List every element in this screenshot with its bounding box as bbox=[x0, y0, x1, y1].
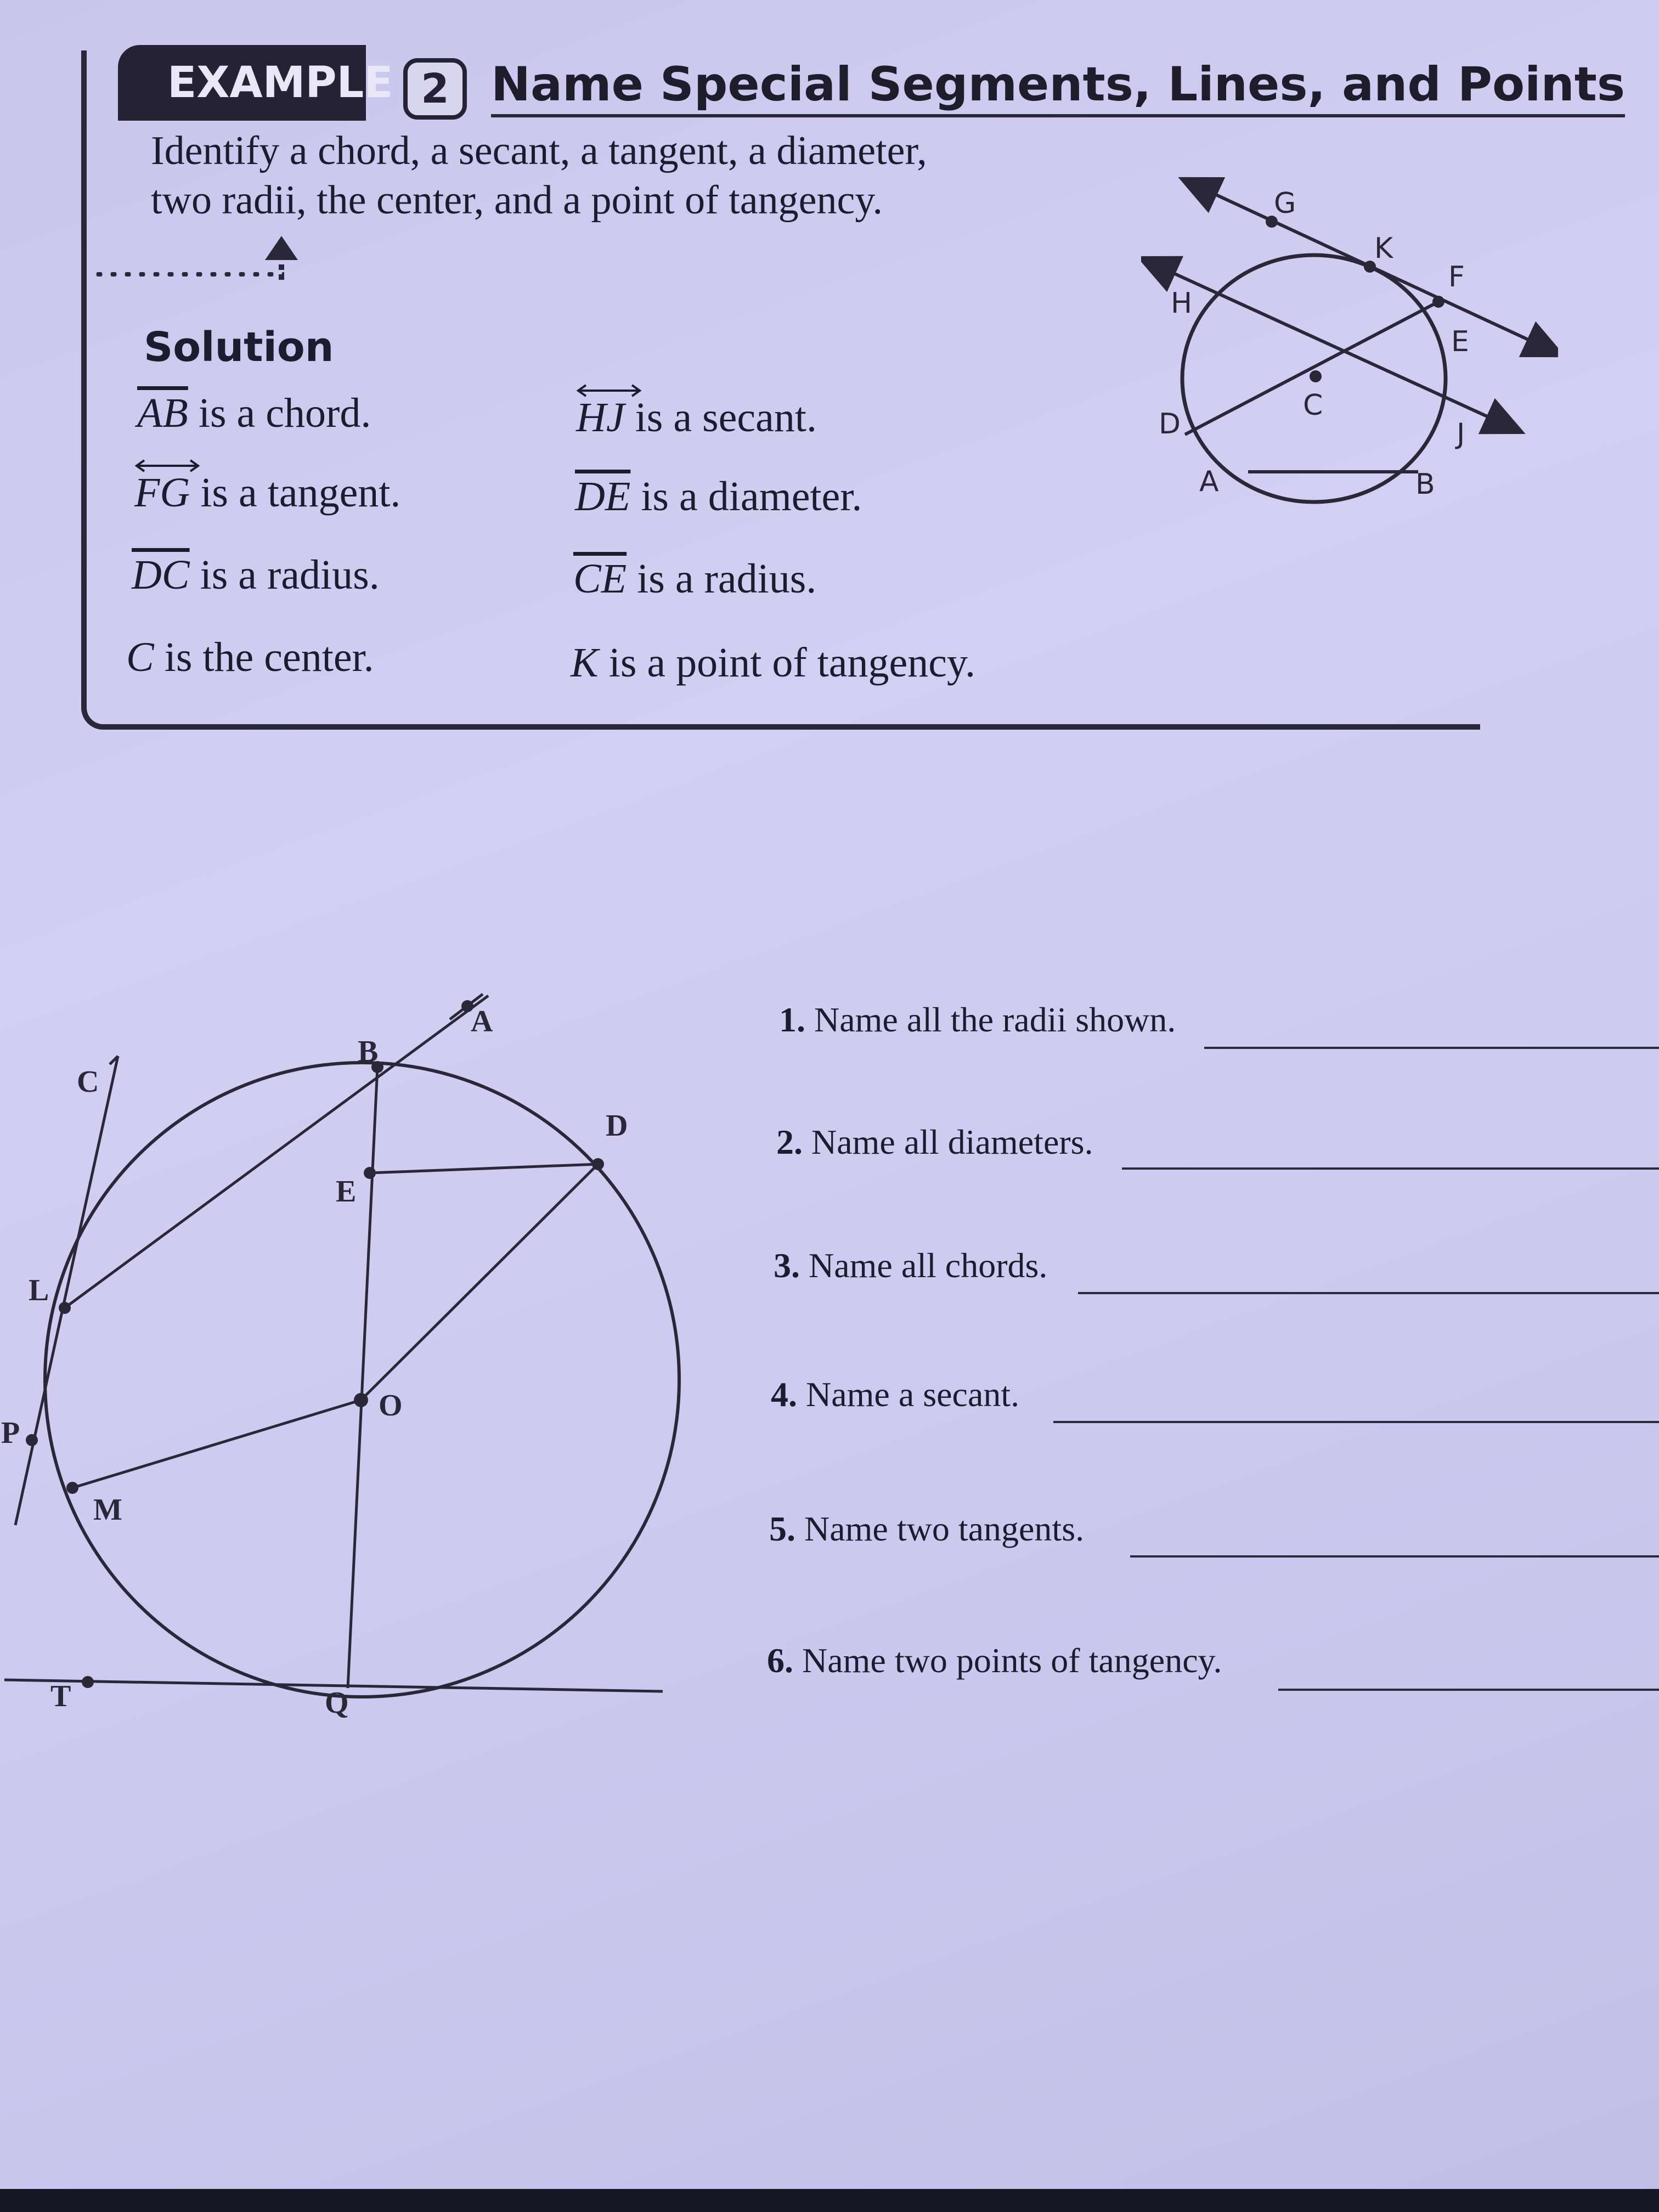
label-c: C bbox=[1303, 389, 1323, 422]
question-1 bbox=[779, 1000, 1176, 1040]
answer-line-3[interactable] bbox=[1078, 1292, 1659, 1294]
statement-center bbox=[126, 634, 374, 681]
question-number: 5. bbox=[769, 1509, 795, 1548]
point-c bbox=[1310, 370, 1322, 382]
statement-text: is a point of tangency. bbox=[598, 640, 976, 686]
statement-tangency bbox=[571, 639, 975, 687]
segment-symbol: $\overline{CE}$ bbox=[573, 556, 627, 602]
label-b: B bbox=[1415, 468, 1435, 501]
question-5 bbox=[769, 1509, 1084, 1549]
point-m bbox=[66, 1482, 78, 1494]
label-q: Q bbox=[325, 1686, 349, 1720]
label-g: G bbox=[1274, 187, 1296, 220]
line-symbol-text: FG bbox=[134, 470, 190, 516]
statement-tangent bbox=[134, 469, 400, 517]
question-6 bbox=[767, 1640, 1222, 1681]
point-d bbox=[592, 1158, 604, 1170]
prompt-line-1: Identify a chord, a secant, a tangent, a diameter, bbox=[151, 128, 927, 173]
label-k: K bbox=[1374, 232, 1393, 265]
statement-chord bbox=[137, 390, 371, 437]
label-a: A bbox=[1199, 465, 1219, 498]
label-m: M bbox=[93, 1493, 122, 1527]
label-b: B bbox=[358, 1035, 379, 1069]
question-number: 6. bbox=[767, 1641, 793, 1680]
point-l bbox=[59, 1302, 71, 1314]
point-o bbox=[354, 1393, 368, 1407]
example-number: 2 bbox=[403, 58, 467, 120]
label-e: E bbox=[336, 1175, 357, 1209]
diameter-bq bbox=[348, 1067, 377, 1688]
label-d: D bbox=[606, 1109, 628, 1143]
question-4 bbox=[771, 1374, 1019, 1415]
statement-text: is a radius. bbox=[627, 556, 817, 602]
question-number: 3. bbox=[774, 1246, 800, 1285]
label-d: D bbox=[1159, 408, 1181, 441]
line-arrow-icon bbox=[576, 384, 642, 397]
label-j: J bbox=[1457, 417, 1465, 450]
statement-text: is a chord. bbox=[188, 390, 371, 436]
statement-text: is the center. bbox=[154, 634, 374, 680]
question-number: 2. bbox=[776, 1122, 803, 1161]
solution-heading: Solution bbox=[144, 324, 334, 371]
statement-text: is a radius. bbox=[189, 552, 380, 598]
question-number: 1. bbox=[779, 1000, 805, 1039]
answer-line-5[interactable] bbox=[1130, 1555, 1659, 1558]
segment-symbol: $\overline{AB}$ bbox=[137, 390, 188, 436]
label-c: C bbox=[77, 1065, 99, 1099]
question-text: Name two tangents. bbox=[804, 1509, 1085, 1548]
label-l: L bbox=[29, 1273, 49, 1307]
statement-radius-ce bbox=[573, 555, 816, 603]
segment-ed bbox=[370, 1164, 598, 1173]
line-symbol bbox=[576, 394, 625, 442]
point-symbol: C bbox=[126, 634, 154, 680]
segment-od bbox=[361, 1164, 598, 1400]
line-arrow-icon bbox=[134, 459, 200, 472]
segment-om bbox=[72, 1400, 361, 1488]
question-text: Name two points of tangency. bbox=[802, 1641, 1222, 1680]
label-h: H bbox=[1171, 287, 1193, 320]
line-symbol-text: HJ bbox=[576, 394, 625, 441]
exercise-circle-figure bbox=[0, 977, 713, 1723]
example-tag: EXAMPLE bbox=[118, 45, 366, 121]
answer-line-4[interactable] bbox=[1053, 1421, 1659, 1423]
statement-text: is a tangent. bbox=[190, 470, 401, 516]
point-symbol: K bbox=[571, 640, 599, 686]
segment-symbol: $\overline{DC}$ bbox=[132, 552, 190, 598]
statement-secant bbox=[576, 394, 817, 442]
question-text: Name all diameters. bbox=[811, 1122, 1093, 1161]
point-e bbox=[364, 1167, 376, 1179]
up-arrow-icon bbox=[262, 236, 301, 285]
point-t bbox=[82, 1676, 94, 1688]
label-t: T bbox=[50, 1679, 71, 1713]
question-number: 4. bbox=[771, 1375, 797, 1414]
question-text: Name all the radii shown. bbox=[814, 1000, 1176, 1039]
statement-radius-dc bbox=[132, 551, 380, 599]
answer-line-2[interactable] bbox=[1122, 1167, 1659, 1170]
question-text: Name a secant. bbox=[806, 1375, 1020, 1414]
segment-symbol: $\overline{DE}$ bbox=[575, 473, 631, 520]
statement-text: is a secant. bbox=[624, 394, 817, 441]
label-e: E bbox=[1451, 325, 1469, 358]
example-circle-figure bbox=[1141, 165, 1558, 516]
label-o: O bbox=[379, 1389, 403, 1423]
example-title: Name Special Segments, Lines, and Points bbox=[491, 57, 1625, 117]
point-p bbox=[26, 1434, 38, 1446]
question-3 bbox=[774, 1245, 1047, 1286]
bottom-edge-shadow bbox=[0, 2189, 1659, 2212]
point-e bbox=[1432, 296, 1444, 308]
example-prompt bbox=[151, 126, 927, 225]
line-symbol bbox=[134, 469, 190, 517]
prompt-line-2: two radii, the center, and a point of tangency. bbox=[151, 178, 883, 223]
question-text: Name all chords. bbox=[809, 1246, 1048, 1285]
answer-line-1[interactable] bbox=[1204, 1047, 1659, 1049]
statement-text: is a diameter. bbox=[630, 473, 862, 520]
answer-line-6[interactable] bbox=[1278, 1689, 1659, 1691]
statement-diameter bbox=[575, 473, 862, 521]
label-f: F bbox=[1448, 261, 1465, 294]
secant-line-la bbox=[65, 996, 488, 1308]
label-p: P bbox=[1, 1416, 20, 1450]
label-a: A bbox=[471, 1005, 493, 1039]
dotted-rule bbox=[92, 272, 284, 276]
question-2 bbox=[776, 1122, 1093, 1163]
